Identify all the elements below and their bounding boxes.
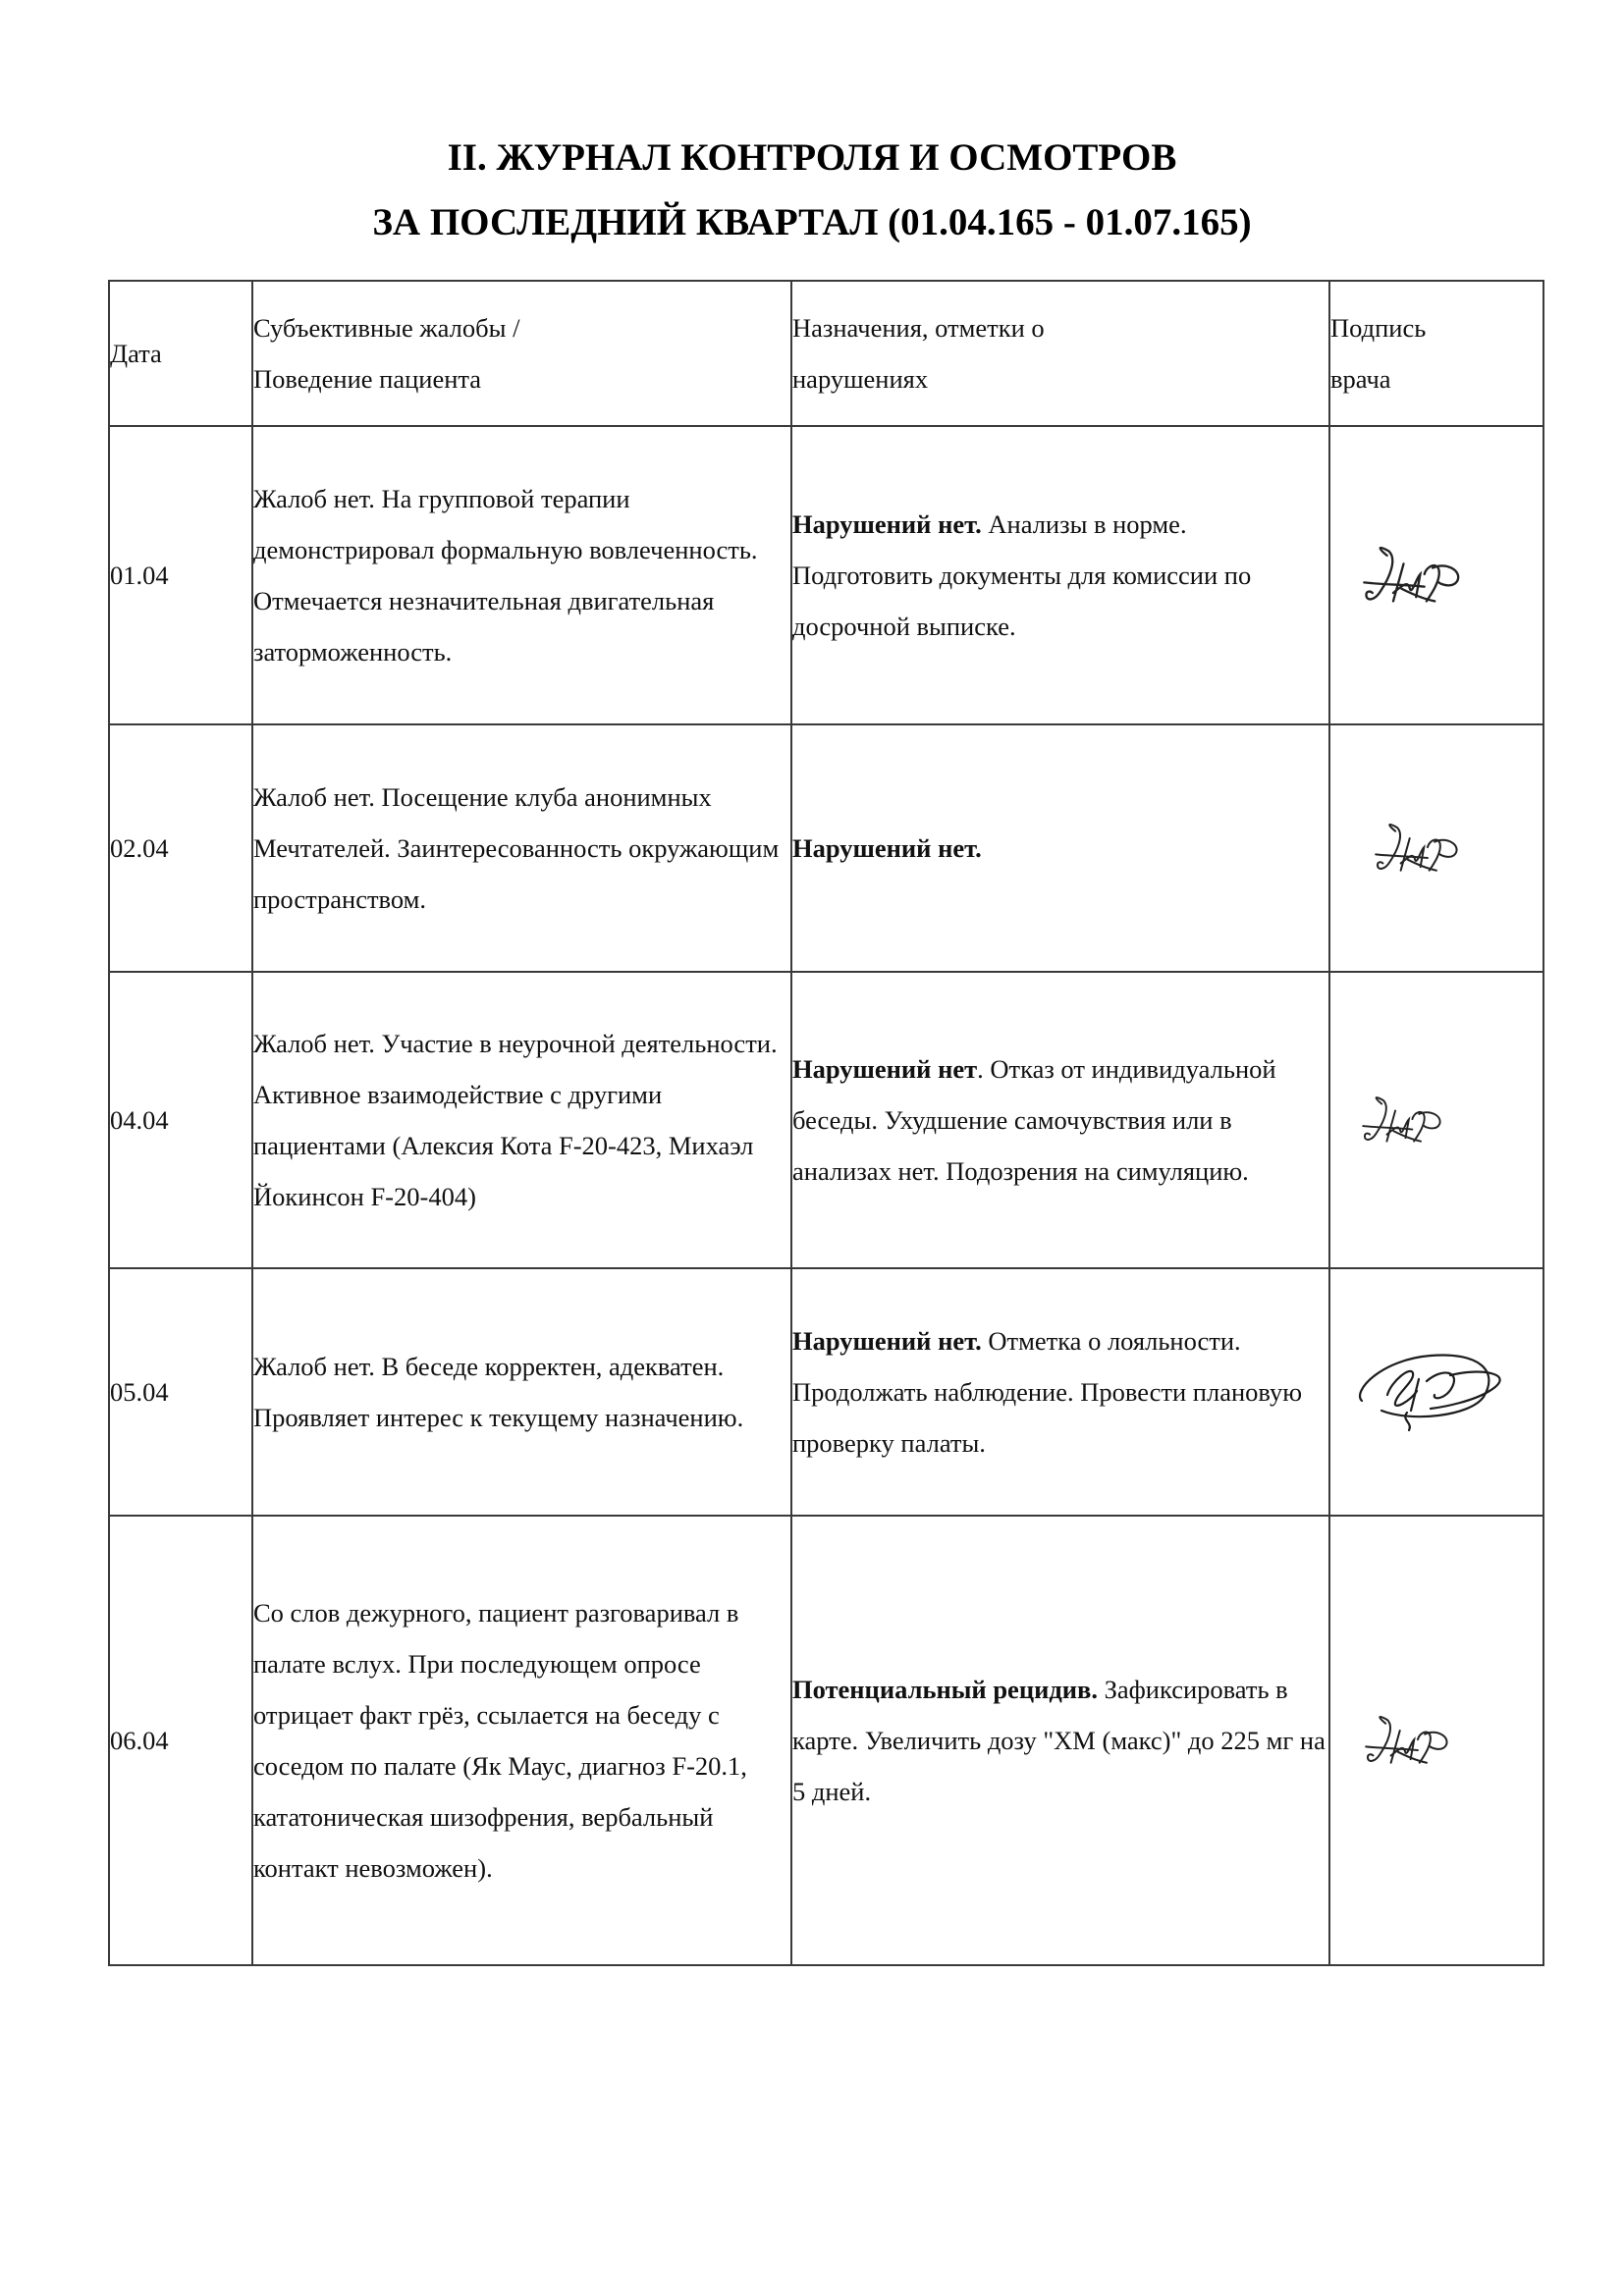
row-notes [791,724,1329,972]
signature-icon [1358,1711,1456,1770]
notes-text: Анализы в норме. Подготовить документы для комиссии по досрочной выписке. [792,509,1252,641]
notes-bold: Нарушений нет. [792,509,982,539]
row-complaints: Со слов дежурного, пациент разговаривал в палате вслух. При последующем опросе отрицает факт грёз, ссылается на беседу с соседом по палате (Як Маус, диагноз F-20.1, кататоническая шизофрения, вербальный контакт невозможен). [252,1516,791,1965]
table-row [109,426,1543,724]
row-complaints: Жалоб нет. Посещение клуба анонимных Мечтателей. Заинтересованность окружающим пространством. [252,724,791,972]
signature-icon [1348,1348,1515,1436]
notes-bold: Потенциальный рецидив. [792,1675,1098,1704]
notes-bold: Нарушений нет. [792,833,982,863]
row-date: 02.04 [109,724,252,972]
row-complaints: Жалоб нет. Участие в неурочной деятельности. Активное взаимодействие с другими пациентами (Алексия Кота F-20-423, Михаэл Йокинсон F-20-404) [252,972,791,1268]
row-date: 06.04 [109,1516,252,1965]
row-signature [1329,972,1543,1268]
row-date: 01.04 [109,426,252,724]
header-signature-line-1: Подпись [1330,313,1427,343]
notes-text: Зафиксировать в карте. Увеличить дозу "ХМ (макс)" до 225 мг на 5 дней. [792,1675,1326,1806]
notes-text: . Отказ от индивидуальной беседы. Ухудшение самочувствия или в анализах нет. Подозрения на симуляцию. [792,1054,1276,1186]
row-signature [1329,724,1543,972]
table-row [109,1268,1543,1516]
row-notes [791,972,1329,1268]
table-row [109,972,1543,1268]
notes-text: Отметка о лояльности. Продолжать наблюдение. Провести плановую проверку палаты. [792,1326,1303,1458]
header-notes [791,281,1329,426]
header-notes-line-2: нарушениях [792,364,929,394]
table-header-row [109,281,1543,426]
row-date: 04.04 [109,972,252,1268]
header-date: Дата [109,281,252,426]
header-complaints [252,281,791,426]
page-title-line-2: ЗА ПОСЛЕДНИЙ КВАРТАЛ (01.04.165 - 01.07.165) [372,201,1252,243]
row-complaints: Жалоб нет. В беседе корректен, адекватен. Проявляет интерес к текущему назначению. [252,1268,791,1516]
signature-icon [1358,819,1476,878]
row-signature [1329,426,1543,724]
row-notes [791,1268,1329,1516]
notes-bold: Нарушений нет. [792,1326,982,1356]
inspection-log-table [108,280,1544,1966]
header-signature-line-2: врача [1330,364,1391,394]
table-row [109,1516,1543,1965]
row-date: 05.04 [109,1268,252,1516]
row-complaints: Жалоб нет. На групповой терапии демонстрировал формальную вовлеченность. Отмечается незначительная двигательная заторможенность. [252,426,791,724]
table-row [109,724,1543,972]
header-signature [1329,281,1543,426]
notes-bold: Нарушений нет [792,1054,978,1084]
signature-icon [1358,541,1466,610]
header-notes-line-1: Назначения, отметки о [792,313,1045,343]
header-complaints-line-1: Субъективные жалобы / [253,313,520,343]
row-signature [1329,1268,1543,1516]
header-complaints-line-2: Поведение пациента [253,364,482,394]
row-notes [791,426,1329,724]
row-signature [1329,1516,1543,1965]
signature-icon [1358,1086,1446,1154]
page-title-line-1: II. ЖУРНАЛ КОНТРОЛЯ И ОСМОТРОВ [447,136,1177,179]
row-notes [791,1516,1329,1965]
